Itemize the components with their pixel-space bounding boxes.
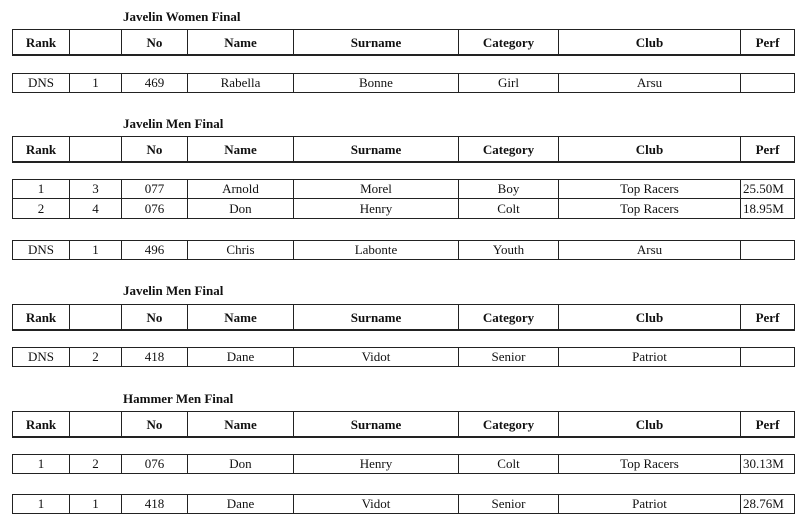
cell-surname: Labonte <box>294 241 459 259</box>
table-header <box>12 304 795 331</box>
cell-lane: 1 <box>70 74 122 92</box>
header-perf: Perf <box>755 417 780 432</box>
header-no: No <box>122 412 188 436</box>
header-no: No <box>122 137 188 161</box>
cell-perf: 30.13M <box>743 456 784 471</box>
cell-lane: 1 <box>70 241 122 259</box>
cell-no: 076 <box>122 455 188 473</box>
section-title: Javelin Men Final <box>123 283 224 298</box>
cell-club: Top Racers <box>559 199 741 218</box>
header-category: Category <box>459 30 559 54</box>
cell-perf <box>741 348 794 366</box>
cell-no: 076 <box>122 199 188 218</box>
cell-name: Dane <box>188 495 294 513</box>
cell-name: Don <box>188 455 294 473</box>
cell-club: Arsu <box>559 241 741 259</box>
header-rank: Rank <box>13 137 70 161</box>
header-club: Club <box>559 30 741 54</box>
cell-category: Senior <box>459 495 559 513</box>
header-club: Club <box>559 137 741 161</box>
table-header <box>12 136 795 163</box>
header-no: No <box>122 30 188 54</box>
cell-perf <box>741 74 794 92</box>
header-category: Category <box>459 137 559 161</box>
header-name: Name <box>188 412 294 436</box>
cell-category: Boy <box>459 180 559 198</box>
header-no: No <box>122 305 188 329</box>
header-rank: Rank <box>13 412 70 436</box>
cell-surname: Henry <box>294 455 459 473</box>
header-lane <box>70 412 122 436</box>
header-name: Name <box>188 137 294 161</box>
cell-perf: 25.50M <box>743 181 784 196</box>
cell-club: Arsu <box>559 74 741 92</box>
section-title: Javelin Men Final <box>123 116 224 131</box>
table-header <box>12 29 795 56</box>
header-surname: Surname <box>294 412 459 436</box>
header-name: Name <box>188 30 294 54</box>
cell-rank: 2 <box>13 199 70 218</box>
cell-rank: DNS <box>13 241 70 259</box>
header-perf: Perf <box>755 35 780 50</box>
header-surname: Surname <box>294 30 459 54</box>
cell-lane: 1 <box>70 495 122 513</box>
cell-category: Colt <box>459 199 559 218</box>
cell-no: 418 <box>122 495 188 513</box>
header-lane <box>70 305 122 329</box>
table-row <box>12 494 795 514</box>
table-row <box>12 199 795 219</box>
cell-rank: DNS <box>13 74 70 92</box>
cell-rank: 1 <box>13 455 70 473</box>
cell-category: Youth <box>459 241 559 259</box>
cell-name: Rabella <box>188 74 294 92</box>
table-row <box>12 179 795 199</box>
cell-surname: Henry <box>294 199 459 218</box>
table-header <box>12 411 795 438</box>
cell-no: 496 <box>122 241 188 259</box>
table-row <box>12 240 795 260</box>
table-row <box>12 454 795 474</box>
header-rank: Rank <box>13 30 70 54</box>
cell-no: 077 <box>122 180 188 198</box>
cell-no: 418 <box>122 348 188 366</box>
header-lane <box>70 137 122 161</box>
cell-surname: Morel <box>294 180 459 198</box>
cell-club: Patriot <box>559 495 741 513</box>
cell-name: Chris <box>188 241 294 259</box>
cell-club: Top Racers <box>559 180 741 198</box>
cell-name: Dane <box>188 348 294 366</box>
section-title: Hammer Men Final <box>123 391 234 406</box>
cell-surname: Bonne <box>294 74 459 92</box>
cell-perf <box>741 241 794 259</box>
cell-club: Patriot <box>559 348 741 366</box>
header-perf: Perf <box>755 310 780 325</box>
header-surname: Surname <box>294 305 459 329</box>
cell-name: Don <box>188 199 294 218</box>
cell-surname: Vidot <box>294 495 459 513</box>
cell-perf: 18.95M <box>743 200 784 216</box>
cell-surname: Vidot <box>294 348 459 366</box>
table-row <box>12 347 795 367</box>
cell-category: Senior <box>459 348 559 366</box>
header-category: Category <box>459 412 559 436</box>
cell-rank: 1 <box>13 180 70 198</box>
cell-lane: 4 <box>70 199 122 218</box>
cell-rank: 1 <box>13 495 70 513</box>
cell-club: Top Racers <box>559 455 741 473</box>
cell-lane: 2 <box>70 455 122 473</box>
cell-lane: 2 <box>70 348 122 366</box>
section-title: Javelin Women Final <box>123 9 241 24</box>
header-lane <box>70 30 122 54</box>
cell-no: 469 <box>122 74 188 92</box>
header-category: Category <box>459 305 559 329</box>
header-name: Name <box>188 305 294 329</box>
header-rank: Rank <box>13 305 70 329</box>
header-perf: Perf <box>755 142 780 157</box>
table-row <box>12 73 795 93</box>
cell-rank: DNS <box>13 348 70 366</box>
header-surname: Surname <box>294 137 459 161</box>
cell-lane: 3 <box>70 180 122 198</box>
cell-name: Arnold <box>188 180 294 198</box>
header-club: Club <box>559 305 741 329</box>
cell-category: Girl <box>459 74 559 92</box>
header-club: Club <box>559 412 741 436</box>
cell-category: Colt <box>459 455 559 473</box>
cell-perf: 28.76M <box>743 496 784 511</box>
